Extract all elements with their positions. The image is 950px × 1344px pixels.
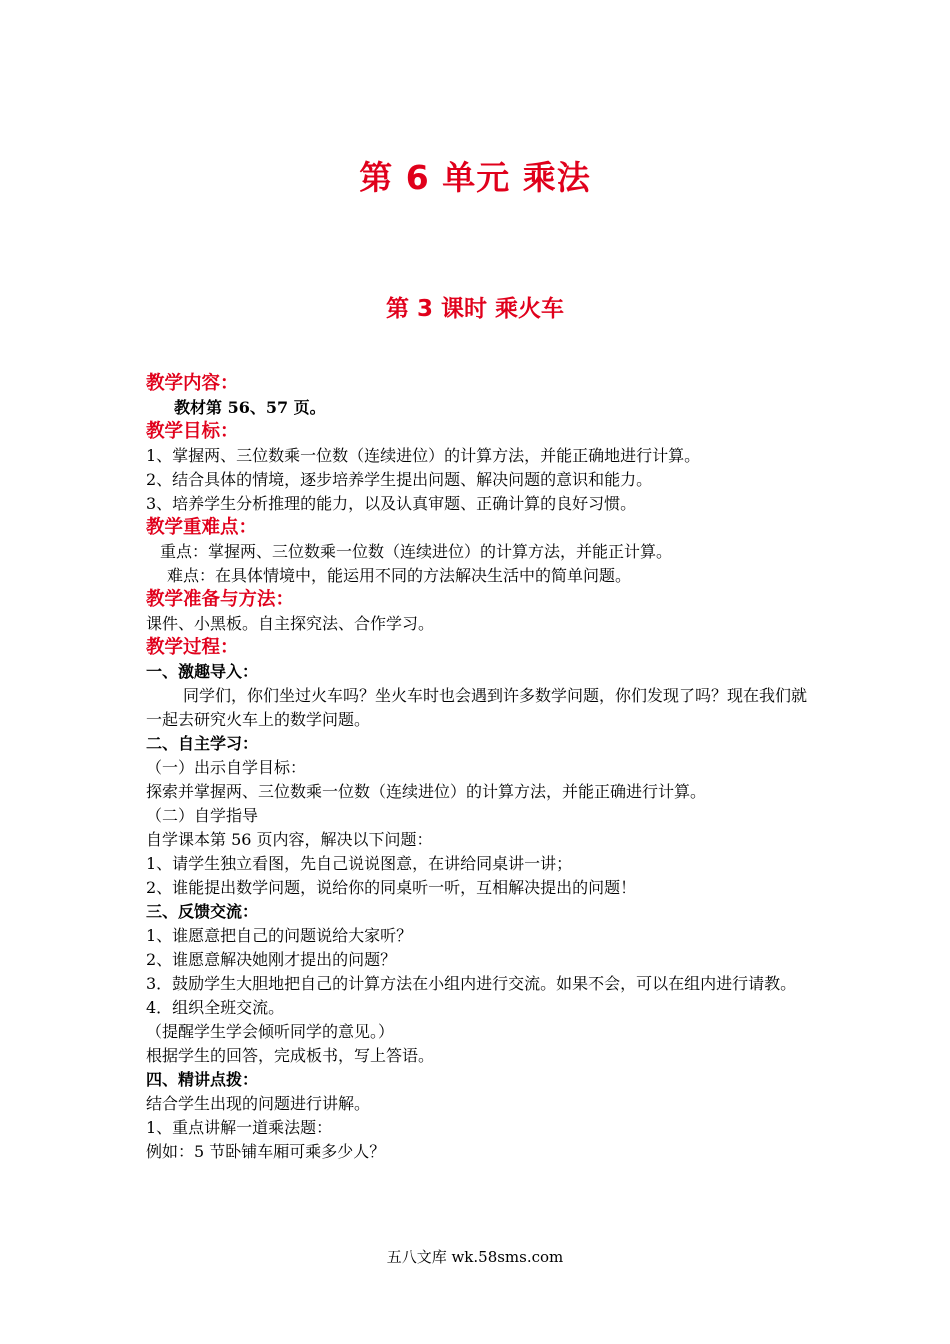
section-line: 根据学生的回答，完成板书，写上答语。: [146, 1046, 435, 1065]
prep-text: 课件、小黑板。自主探究法、合作学习。: [146, 614, 435, 633]
section-line: （提醒学生学会倾听同学的意见。）: [146, 1022, 395, 1041]
section-paragraph: 同学们，你们坐过火车吗？坐火车时也会遇到许多数学问题，你们发现了吗？现在我们就一起去研究火车上的数学问题。: [146, 686, 808, 729]
section-paragraph: 3．鼓励学生大胆地把自己的计算方法在小组内进行交流。如果不会，可以在组内进行请教。: [146, 974, 797, 993]
section-line: （二）自学指导: [146, 806, 259, 825]
lesson-title: 第 3 课时 乘火车: [385, 296, 565, 322]
goal-item: 1、掌握两、三位数乘一位数（连续进位）的计算方法，并能正确地进行计算。: [146, 446, 701, 465]
section-line: 4．组织全班交流。: [146, 998, 285, 1017]
document-body: [146, 372, 816, 1164]
section-line: 1、重点讲解一道乘法题：: [146, 1118, 333, 1137]
section-line: 例如：5 节卧铺车厢可乘多少人？: [146, 1142, 386, 1161]
goal-item: 2、结合具体的情境，逐步培养学生提出问题、解决问题的意识和能力。: [146, 470, 653, 489]
section-line: 1、谁愿意把自己的问题说给大家听？: [146, 926, 413, 945]
content-heading: 教学内容：: [146, 373, 239, 394]
section-title: 一、激趣导入：: [146, 662, 259, 681]
section-line: （一）出示自学目标：: [146, 758, 307, 777]
goals-heading: 教学目标：: [146, 421, 239, 442]
difficulty-text: 难点：在具体情境中，能运用不同的方法解决生活中的简单问题。: [167, 566, 632, 585]
keypoints-heading: 教学重难点：: [146, 517, 258, 538]
process-heading: 教学过程：: [146, 637, 239, 658]
content-text: 教材第 56、57 页。: [174, 398, 326, 417]
section-line: 2、谁愿意解决她刚才提出的问题？: [146, 950, 397, 969]
goal-item: 3、培养学生分析推理的能力，以及认真审题、正确计算的良好习惯。: [146, 494, 637, 513]
section-title: 四、精讲点拨：: [146, 1070, 259, 1089]
keypoint-text: 重点：掌握两、三位数乘一位数（连续进位）的计算方法，并能正计算。: [160, 542, 673, 561]
section-line: 结合学生出现的问题进行讲解。: [146, 1094, 371, 1113]
prep-heading: 教学准备与方法：: [146, 589, 295, 610]
section-title: 二、自主学习：: [146, 734, 259, 753]
footer-watermark: 五八文库 wk.58sms.com: [386, 1248, 564, 1266]
section-title: 三、反馈交流：: [146, 902, 259, 921]
unit-title: 第 6 单元 乘法: [359, 158, 591, 197]
section-line: 自学课本第 56 页内容，解决以下问题：: [146, 830, 433, 849]
section-line: 2、谁能提出数学问题，说给你的同桌听一听，互相解决提出的问题！: [146, 878, 637, 897]
section-line: 探索并掌握两、三位数乘一位数（连续进位）的计算方法，并能正确进行计算。: [146, 782, 707, 801]
section-line: 1、请学生独立看图，先自己说说图意，在讲给同桌讲一讲；: [146, 854, 573, 873]
